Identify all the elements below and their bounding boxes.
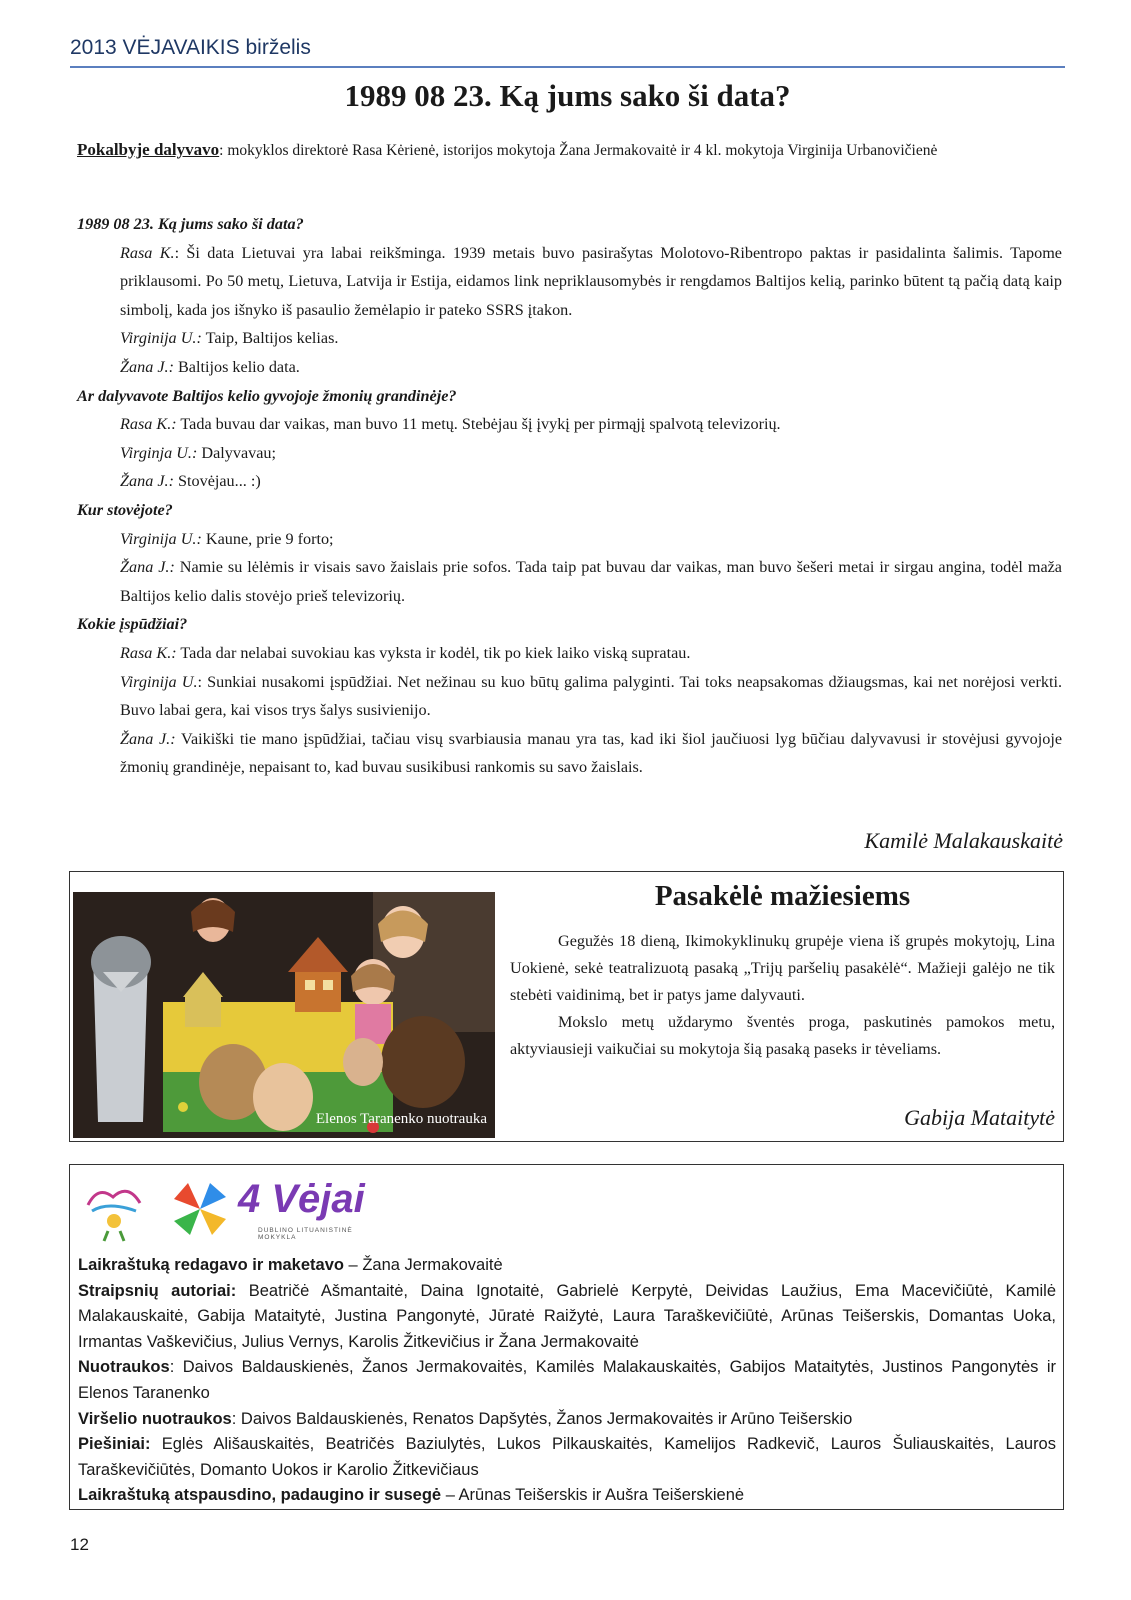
credit-label: Straipsnių autoriai:	[78, 1281, 237, 1300]
interview-body	[77, 210, 1062, 782]
speaker: Žana J.:	[120, 558, 175, 577]
speaker: Rasa K.:	[120, 643, 177, 662]
credit-text: – Žana Jermakovaitė	[343, 1256, 503, 1274]
speaker: Žana J.:	[120, 729, 176, 748]
credit-text: Beatričė Ašmantaitė, Daina Ignotaitė, Gabrielė Kerpytė, Deividas Laužius, Ema Macevičiūtė, Kamilė Malakauskaitė, Gabija Mataitytė, Justina Pangonytė, Jūratė Raižytė, Laura Taraškevičiūtė, Arūnas Teišerskis, Domantas Uoka, Irmantas Vaškevičius, Julius Vernys, Karolis Žitkevičius ir Žana Jermakovaitė	[78, 1281, 1056, 1351]
vejavaikis-logo	[88, 1191, 140, 1241]
answer	[77, 553, 1062, 610]
credits-box	[69, 1164, 1064, 1510]
logo-subtitle: DUBLINO LITUANISTINĖ MOKYKLA	[258, 1227, 353, 1241]
answer	[77, 639, 1062, 668]
answer-text: Dalyvavau;	[197, 443, 277, 462]
puppet-show-photo	[73, 892, 495, 1138]
article-author: Kamilė Malakauskaitė	[864, 828, 1063, 853]
story-paragraph: Gegužės 18 dieną, Ikimokyklinukų grupėje viena iš grupės mokytojų, Lina Uokienė, sekė teatralizuotą pasaką „Trijų paršelių pasakėlė“. Mažieji galėjo ne tik stebėti vaidinimą, bet ir patys jame dalyvauti.	[510, 932, 1055, 1004]
answer	[77, 439, 1062, 468]
speaker: Virginja U.:	[120, 443, 198, 462]
credit-line	[78, 1279, 1056, 1356]
credits-list	[78, 1253, 1056, 1509]
article-title: 1989 08 23. Ką jums sako ši data?	[344, 78, 791, 113]
answer-text: Stovėjau... :)	[173, 472, 261, 491]
answer-text: Tada buvau dar vaikas, man buvo 11 metų. Stebėjau šį įvykį per pirmąjį spalvotą televizorių.	[176, 415, 781, 434]
story-paragraph: Mokslo metų uždarymo šventės proga, paskutinės pamokos metu, aktyviausieji vaikučiai su mokytoja šią pasaką paseks ir tėveliams.	[510, 1013, 1055, 1058]
photo-illustration	[73, 892, 495, 1138]
answer-text: Tada dar nelabai suvokiau kas vyksta ir kodėl, tik po kiek laiko viską supratau.	[176, 643, 691, 662]
credit-label: Laikraštuką atspausdino, padaugino ir susegė	[78, 1486, 442, 1505]
credit-line	[78, 1355, 1056, 1406]
answer-text: : Ši data Lietuvai yra labai reikšminga. 1939 metais buvo pasirašytas Molotovo-Ribentropo paktas ir pasidalinta šalimis. Tapome priklausomi. Po 50 metų, Lietuva, Latvija ir Estija, eidamos link nepriklausomybės ir rengdamos Baltijos kelią, parinko būtent tą pačią datą kaip simbolį, kada jos išnyko iš pasaulio žemėlapio ir pateko SSRS įtakon.	[120, 243, 1062, 319]
pinwheel-icon	[174, 1183, 226, 1235]
logo-text: 4 Vėjai	[238, 1177, 365, 1221]
answer-text: Namie su lėlėmis ir visais savo žaislais prie sofos. Tada taip pat buvau dar vaikas, man buvo šešeri metai ir sirgau angina, todėl maža Baltijos kelio dalis stovėjo prieš televizorių.	[120, 558, 1062, 605]
credit-line	[78, 1253, 1056, 1279]
answer-text: Vaikiški tie mano įspūdžiai, tačiau visų svarbiausia manau yra tas, kad iki šiol jaučiuosi lyg būčiau dalyvavusi ir stovėjusi gyvojoje žmonių grandinėje, nepaisant to, kad buvau susikibusi rankomis su savo žaislais.	[120, 729, 1062, 777]
participants-text: : mokyklos direktorė Rasa Kėrienė, istorijos mokytoja Žana Jermakovaitė ir 4 kl. mokytoja Virginija Urbanovičienė	[219, 142, 938, 159]
speaker: Virginija U.	[120, 672, 198, 691]
credit-text: – Arūnas Teišerskis ir Aušra Teišerskienė	[441, 1486, 745, 1505]
story-title: Pasakėlė mažiesiems	[654, 880, 911, 912]
story-box	[69, 871, 1064, 1142]
header-divider	[70, 66, 1065, 68]
question: Kur stovėjote?	[77, 500, 173, 519]
credit-text: : Daivos Baldauskienės, Žanos Jermakovaitės, Kamilės Malakauskaitės, Gabijos Mataitytės, Justinos Pangonytės ir Elenos Taranenko	[78, 1358, 1056, 1402]
running-header: 2013 VĖJAVAIKIS birželis	[70, 36, 311, 59]
page-number: 12	[70, 1535, 89, 1554]
answer	[77, 668, 1062, 725]
answer	[77, 239, 1062, 325]
credit-label: Piešiniai:	[78, 1435, 151, 1454]
speaker: Virginija U.:	[120, 329, 202, 348]
credit-label: Viršelio nuotraukos	[78, 1409, 232, 1428]
answer-text: Taip, Baltijos kelias.	[201, 329, 339, 348]
speaker: Žana J.:	[120, 472, 174, 491]
credit-line	[78, 1432, 1056, 1483]
answer-text: : Sunkiai nusakomi įspūdžiai. Net nežinau su kuo būtų galima palyginti. Tai toks neapsakomas džiaugsmas, kai net norėjosi verkti. Buvo labai gera, kai visos trys šalys susivienijo.	[120, 672, 1062, 720]
speaker: Virginija U.:	[120, 529, 202, 548]
answer-text: Kaune, prie 9 forto;	[201, 529, 334, 548]
participants-line	[77, 137, 1062, 163]
story-text	[510, 928, 1055, 1063]
question: 1989 08 23. Ką jums sako ši data?	[77, 215, 304, 233]
credit-line	[78, 1407, 1056, 1433]
credit-label: Nuotraukos	[78, 1358, 170, 1377]
answer	[77, 324, 1062, 353]
speaker: Žana J.:	[120, 357, 174, 376]
question: Ar dalyvavote Baltijos kelio gyvojoje žmonių grandinėje?	[77, 386, 457, 405]
answer	[77, 353, 1062, 382]
photo-caption: Elenos Taranenko nuotrauka	[315, 1111, 487, 1127]
credit-text: : Daivos Baldauskienės, Renatos Dapšytės, Žanos Jermakovaitės ir Arūno Teišerskio	[231, 1409, 853, 1428]
participants-label: Pokalbyje dalyvavo	[77, 140, 220, 159]
answer	[77, 725, 1062, 782]
answer	[77, 467, 1062, 496]
question: Kokie įspūdžiai?	[77, 615, 188, 634]
speaker: Rasa K.	[120, 243, 175, 262]
story-author: Gabija Mataitytė	[904, 1105, 1055, 1130]
answer	[77, 410, 1062, 439]
logos	[78, 1175, 378, 1245]
answer	[77, 525, 1062, 554]
credit-label: Laikraštuką redagavo ir maketavo	[78, 1256, 344, 1274]
credit-line	[78, 1483, 1056, 1509]
speaker: Rasa K.:	[120, 415, 177, 434]
answer-text: Baltijos kelio data.	[173, 357, 300, 376]
credit-text: Eglės Ališauskaitės, Beatričės Baziulytės, Lukos Pilkauskaitės, Kamelijos Radkevič, Lauros Šuliauskaitės, Lauros Taraškevičiūtės, Domanto Uokos ir Karolio Žitkevičiaus	[78, 1435, 1056, 1479]
